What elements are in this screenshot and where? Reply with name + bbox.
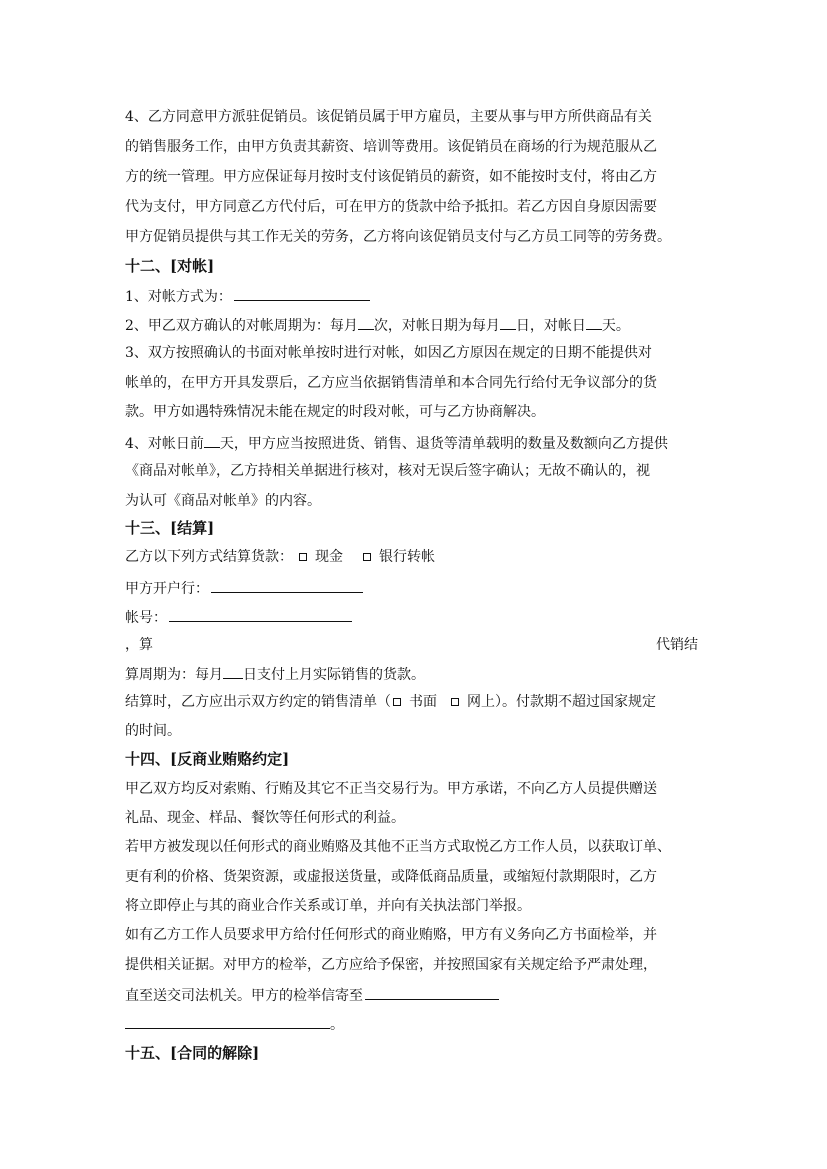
bank-transfer-checkbox[interactable] [363,553,371,561]
reconcile-day-blank[interactable] [500,315,516,330]
reconcile-method-blank[interactable] [234,286,370,301]
anti-bribery-p2-line-2: 更有利的价格、货架资源，或虚报送货量，或降低商品质量，或缩短付款期限时，乙方 [125,869,657,885]
settlement-method-label: 乙方以下列方式结算货款： [125,549,293,565]
reconcile-cycle-text-d: 天。 [601,318,630,334]
settlement-list-text-a: 结算时，乙方应出示双方约定的销售清单（ [125,694,391,710]
section-12-heading: 十二、[对帐] [125,257,215,275]
clause-12-4-line-1 [125,433,668,453]
bank-label: 甲方开户行： [125,581,209,597]
settlement-cycle-text-a: 算周期为：每月 [125,667,223,683]
clause-12-4-line-2: 《商品对帐单》，乙方持相关单据进行核对，核对无误后签字确认；无故不确认的，视 [125,463,650,479]
reconcile-cycle-text-b: 次，对帐日期为每月 [373,318,500,334]
anti-bribery-p2-line-3: 将立即停止与其的商业合作关系或订单，并向有关执法部门举报。 [125,898,531,914]
clause-12-3-line-3: 款。甲方如遇特殊情况未能在规定的时段对帐，可与乙方协商解决。 [125,404,545,420]
report-address-blank-1[interactable] [365,985,499,1000]
clause-11-4-line-3: 方的统一管理。甲方应保证每月按时支付该促销员的薪资，如不能按时支付，将由乙方 [125,169,657,185]
report-address-label: 直至送交司法机关。甲方的检举信寄至 [125,988,363,1004]
clause-12-4-text-b: 天，甲方应当按照进货、销售、退货等清单载明的数量及数额向乙方提供 [219,436,668,452]
pre-reconcile-days-blank[interactable] [204,433,220,448]
settlement-day-blank[interactable] [223,664,243,679]
comma-suan-text: ，算 [125,637,153,653]
clause-12-3-line-2: 帐单的，在甲方开具发票后，乙方应当依据销售清单和本合同先行给付无争议部分的货 [125,375,657,391]
section-13-heading: 十三、[结算] [125,519,215,537]
clause-12-4-line-3: 为认可《商品对帐单》的内容。 [125,493,321,509]
reconcile-count-blank[interactable] [358,315,374,330]
settlement-list-line [125,693,656,711]
reconcile-cycle-text-c: 日，对帐日 [515,318,586,334]
cash-option-label: 现金 [315,549,343,565]
clause-11-4-line-2: 的销售服务工作，由甲方负责其薪资、培训等费用。该促销员在商场的行为规范服从乙 [125,139,657,155]
anti-bribery-p3-line-1: 如有乙方工作人员要求甲方给付任何形式的商业贿赂，甲方有义务向乙方书面检举，并 [125,927,657,943]
clause-12-3-line-1: 3、双方按照确认的书面对帐单按时进行对帐，如因乙方原因在规定的日期不能提供对 [125,345,652,361]
account-line [125,607,352,627]
report-address-blank-2[interactable] [125,1014,330,1029]
anti-bribery-p3-line-3 [125,985,499,1005]
settlement-list-line-2: 的时间。 [125,723,181,739]
account-label: 帐号： [125,610,167,626]
consign-settle-text: 代销结 [656,637,698,653]
bank-name-blank[interactable] [211,578,363,593]
online-option-text: 网上）。付款期不超过国家规定 [467,694,656,710]
clause-12-2 [125,315,630,335]
paper-option-label: 书面 [409,694,437,710]
anti-bribery-p3-line-2: 提供相关证据。对甲方的检举，乙方应给予保密，并按照国家有关规定给予严肃处理， [125,957,657,973]
section-15-heading: 十五、[合同的解除] [125,1044,260,1062]
report-address-line-2 [125,1014,344,1034]
clause-11-4-line-1: 4、乙方同意甲方派驻促销员。该促销员属于甲方雇员，主要从事与甲方所供商品有关 [125,109,652,125]
account-number-blank[interactable] [169,607,352,622]
settlement-cycle-line [125,664,425,684]
reconcile-method-label: 1、对帐方式为： [125,289,232,305]
clause-11-4-line-4: 代为支付，甲方同意乙方代付后，可在甲方的货款中给予抵扣。若乙方因自身原因需要 [125,199,657,215]
settlement-cycle-text-b: 日支付上月实际销售的货款。 [243,667,425,683]
clause-11-4-line-5: 甲方促销员提供与其工作无关的劳务，乙方将向该促销员支付与乙方员工同等的劳务费。 [125,229,671,245]
report-address-end: 。 [330,1017,344,1033]
paper-checkbox[interactable] [393,698,401,706]
bank-line [125,578,363,598]
reconcile-cycle-text-a: 2、甲乙双方确认的对帐周期为：每月 [125,318,358,334]
settlement-method-line [125,548,435,566]
anti-bribery-p1-line-1: 甲乙双方均反对索贿、行贿及其它不正当交易行为。甲方承诺，不向乙方人员提供赠送 [125,781,657,797]
reconcile-days-blank[interactable] [586,315,602,330]
bank-transfer-option-label: 银行转帐 [379,549,435,565]
cash-checkbox[interactable] [299,553,307,561]
online-checkbox[interactable] [451,698,459,706]
clause-12-1 [125,286,370,306]
clause-12-4-text-a: 4、对帐日前 [125,436,204,452]
section-14-heading: 十四、[反商业贿赂约定] [125,750,290,768]
anti-bribery-p2-line-1: 若甲方被发现以任何形式的商业贿赂及其他不正当方式取悦乙方工作人员，以获取订单、 [125,839,671,855]
anti-bribery-p1-line-2: 礼品、现金、样品、餐饮等任何形式的利益。 [125,810,405,826]
